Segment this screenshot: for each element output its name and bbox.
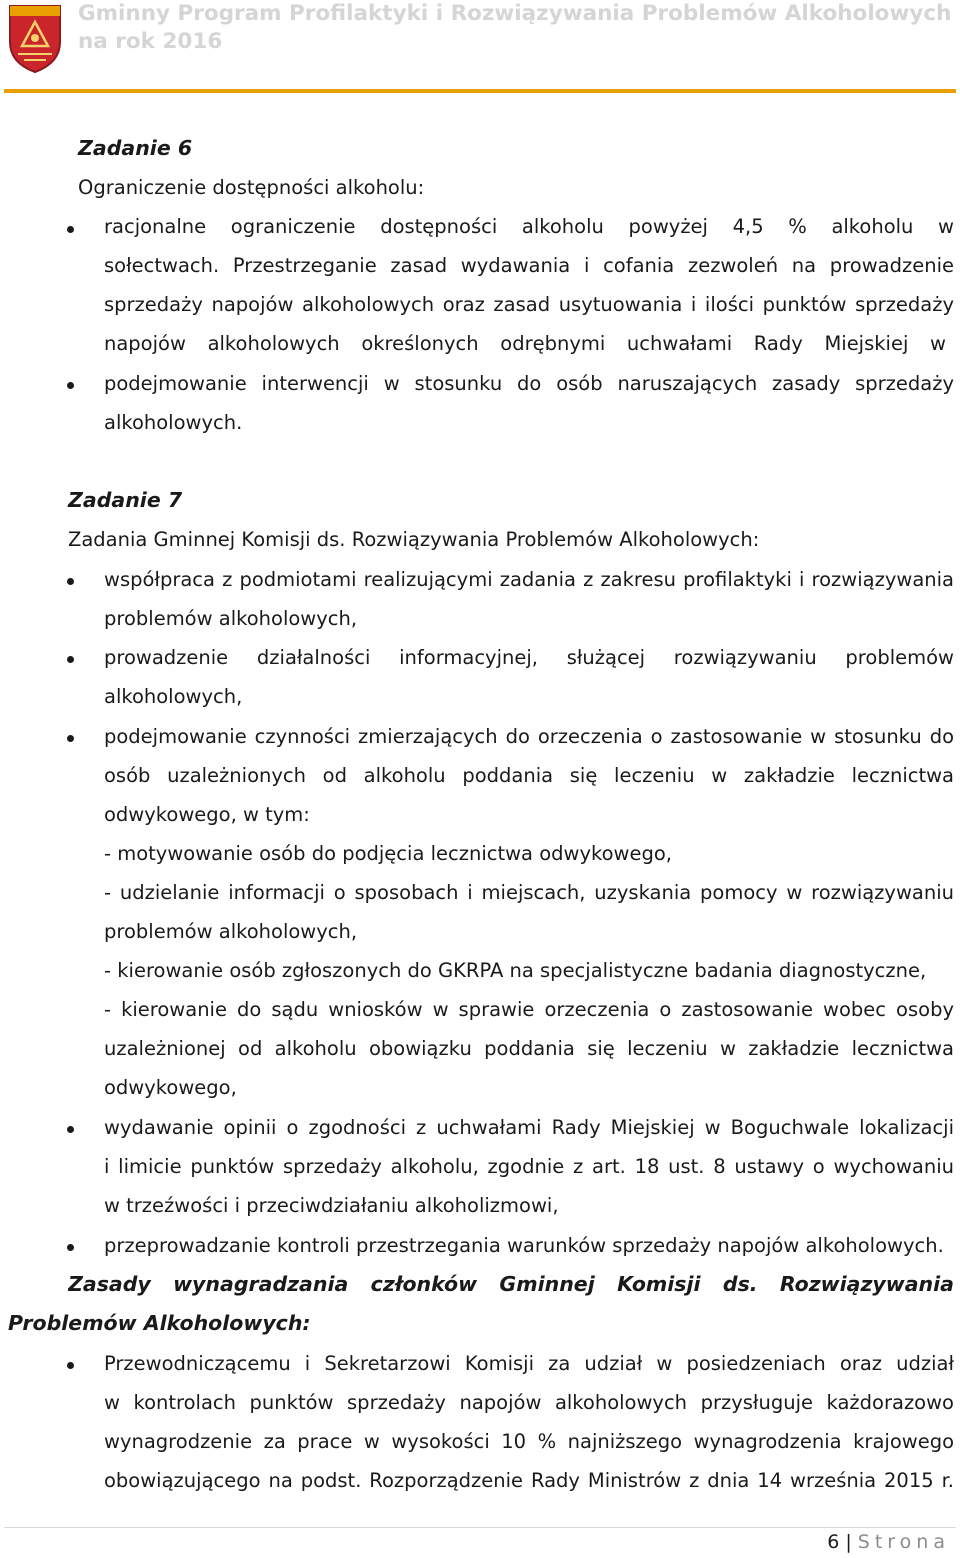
page-footer [827,1528,950,1558]
bullet-icon [67,656,74,663]
zadanie6-item1-line2: sołectwach. Przestrzeganie zasad wydawania i cofania zezwoleń na prowadzenie [104,254,954,277]
zadanie7-item3-line3: odwykowego, w tym: [104,803,310,826]
zadanie7-subitem3: - kierowanie osób zgłoszonych do GKRPA na specjalistyczne badania diagnostyczne, [104,959,927,982]
zadanie6-item1-line1: racjonalne ograniczenie dostępności alkoholu powyżej 4,5 % alkoholu w [104,215,954,238]
zadanie7-subitem4-line3: odwykowego, [104,1076,237,1099]
zadanie7-item1-line1: współpraca z podmiotami realizującymi zadania z zakresu profilaktyki i rozwiązywania [104,568,954,591]
zadanie7-intro: Zadania Gminnej Komisji ds. Rozwiązywania Problemów Alkoholowych: [68,528,760,551]
zasady-item1-line4: obowiązującego na podst. Rozporządzenie Rady Ministrów z dnia 14 września 2015 r. [104,1469,954,1492]
zadanie7-item2-line1: prowadzenie działalności informacyjnej, służącej rozwiązywaniu problemów [104,646,954,669]
zadanie7-subitem1: - motywowanie osób do podjęcia lecznictwa odwykowego, [104,842,672,865]
bullet-icon [67,735,74,742]
bullet-icon [67,578,74,585]
bullet-icon [67,1126,74,1133]
zadanie7-item5: przeprowadzanie kontroli przestrzegania warunków sprzedaży napojów alkoholowych. [104,1234,944,1257]
header-title-line1: Gminny Program Profilaktyki i Rozwiązywania Problemów Alkoholowych [78,1,952,26]
footer-separator: | [845,1531,852,1553]
page-header [0,0,960,92]
zadanie7-item4-line1: wydawanie opinii o zgodności z uchwałami Rady Miejskiej w Boguchwale lokalizacji [104,1116,954,1139]
footer-divider [4,1527,956,1528]
zadanie7-item3-line1: podejmowanie czynności zmierzających do orzeczenia o zastosowanie w stosunku do [104,725,954,748]
zadanie6-item2-line1: podejmowanie interwencji w stosunku do osób naruszających zasady sprzedaży [104,372,954,395]
zasady-item1-line2: w kontrolach punktów sprzedaży napojów alkoholowych przysługuje każdorazowo [104,1391,954,1414]
coat-of-arms-icon [6,2,64,74]
zadanie7-subitem4-line1: - kierowanie do sądu wniosków w sprawie orzeczenia o zastosowanie wobec osoby [104,998,954,1021]
zadanie7-item1-line2: problemów alkoholowych, [104,607,358,630]
zadanie6-item1-line4: napojów alkoholowych określonych odrębnymi uchwałami Rady Miejskiej w [104,332,946,355]
zadanie7-subitem2-line1: - udzielanie informacji o sposobach i miejscach, uzyskania pomocy w rozwiązywaniu [104,881,954,904]
header-divider [4,89,956,93]
zadanie7-item3-line2: osób uzależnionych od alkoholu poddania się leczeniu w zakładzie lecznictwa [104,764,954,787]
header-title [78,0,958,56]
page-number: 6 [827,1531,840,1553]
zadanie6-item1-line3: sprzedaży napojów alkoholowych oraz zasad usytuowania i ilości punktów sprzedaży [104,293,954,316]
zasady-item1-line3: wynagrodzenie za prace w wysokości 10 % najniższego wynagrodzenia krajowego [104,1430,954,1453]
zadanie7-item4-line2: i limicie punktów sprzedaży alkoholu, zgodnie z art. 18 ust. 8 ustawy o wychowaniu [104,1155,954,1178]
bullet-icon [67,1244,74,1251]
zadanie7-item4-line3: w trzeźwości i przeciwdziałaniu alkoholizmowi, [104,1194,559,1217]
zadanie6-item2-line2: alkoholowych. [104,411,243,434]
zadanie7-heading: Zadanie 7 [68,488,183,512]
bullet-icon [67,382,74,389]
zadanie6-heading: Zadanie 6 [78,136,193,160]
header-title-line2: na rok 2016 [78,29,223,54]
bullet-icon [67,226,74,233]
zadanie7-subitem2-line2: problemów alkoholowych, [104,920,358,943]
page-label: Strona [857,1531,950,1553]
zadanie7-item2-line2: alkoholowych, [104,685,243,708]
zasady-item1-line1: Przewodniczącemu i Sekretarzowi Komisji za udział w posiedzeniach oraz udział [104,1352,954,1375]
zadanie6-intro: Ograniczenie dostępności alkoholu: [78,176,425,199]
zasady-heading-line2: Problemów Alkoholowych: [8,1311,311,1335]
zasady-heading-line1: Zasady wynagradzania członków Gminnej Komisji ds. Rozwiązywania [68,1272,954,1296]
bullet-icon [67,1362,74,1369]
zadanie7-subitem4-line2: uzależnionej od alkoholu obowiązku poddania się leczeniu w zakładzie lecznictwa [104,1037,954,1060]
